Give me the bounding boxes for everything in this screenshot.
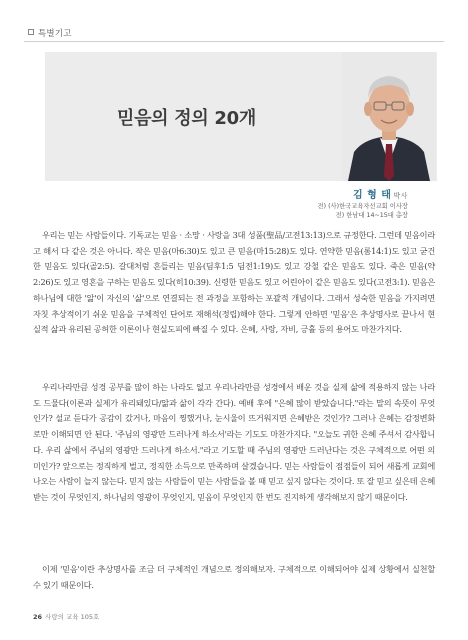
page-footer — [33, 612, 99, 621]
page-number: 26 — [33, 613, 43, 621]
paragraph-text: 이제 '믿음'이란 추상명사를 조금 더 구체적인 개념으로 정의해보자. 구체적으로 이해되어야 실제 상황에서 실천할 수 있기 때문이다. — [33, 564, 435, 590]
author-role-2: 전) 한남대 14~15대 총장 — [335, 211, 408, 219]
body-paragraph-2 — [33, 380, 435, 506]
section-header-label — [28, 27, 72, 39]
body-paragraph-1 — [33, 228, 435, 338]
author-name — [318, 186, 408, 201]
author-name-text: 김 형 태 — [353, 190, 392, 201]
body-paragraph-3 — [33, 562, 435, 593]
paragraph-text: 우리는 믿는 사람들이다. 기독교는 믿음 · 소망 · 사랑을 3대 성품(聖品/고전13:13)으로 규정한다. 그런데 믿음이라고 해서 다 같은 것은 아니다. 작은 믿음(마6:30)도 있고 큰 믿음(마15:28)도 있다. 연약한 믿음(롬14:1)도 있고 굳건한 믿음도 있다(골2:5). 갈대처럼 흔들리는 믿음(딤후1:5 딤전1:19)도 있고 강철 같은 믿음도 있다. 죽은 믿음(약2:26)도 있고 영혼을 구하는 믿음도 있다(히10:39). 신령한 믿음도 있고 어린아이 같은 믿음도 있다(고전3:1). 믿음은 하나님에 대한 '앎'이 자신의 '삶'으로 연결되는 전 과정을 포함하는 포괄적 개념이다. 그래서 성숙한 믿음을 가지려면 자칫 추상적이기 쉬운 믿음을 구체적인 단어로 재해석(정립)해야 한다. 그렇게 안하면 '믿음'은 추상명사로 끝나서 현실적 삶과 유리된 공허한 이론이나 현실도피에 빠질 수 있다. 은혜, 사랑, 자비, 긍휼 등의 용어도 마찬가지다. — [33, 230, 435, 335]
author-title: 박사 — [393, 192, 408, 200]
author-portrait — [342, 52, 436, 181]
header-divider — [24, 41, 444, 42]
author-info — [318, 186, 408, 220]
paragraph-text: 우리나라만큼 성경 공부를 많이 하는 나라도 없고 우리나라만큼 성경에서 배운 것을 실제 삶에 적용하지 않는 나라도 드물다(이론과 실제가 유리돼있다/앎과 삶이 각각 간다). 예배 후에 "은혜 많이 받았습니다."라는 말의 속뜻이 무엇인가? 설교 듣다가 공감이 갔거나, 마음이 찡했거나, 눈시울이 뜨거워지면 은혜받은 것인가? 그러나 은혜는 감정변화로만 이해되면 안 된다. '주님의 영광만 드러나게 하소서'라는 기도도 마찬가지다. "오늘도 귀한 은혜 주셔서 감사합니다. 우리 삶에서 주님의 영광만 드러나게 하소서."라고 기도할 때 주님의 영광만 드러난다는 것은 구체적으로 어떤 의미인가? 앞으로는 정직하게 벌고, 정직한 소득으로 만족하며 살겠습니다. 믿는 사람들이 점점들이 되어 새롭게 교회에 나오는 사람이 늘지 않는다. 믿지 않는 사람들이 믿는 사람들을 볼 때 믿고 싶지 않다는 것이다. 또 잘 믿고 싶은데 은혜받는 것이 무엇인지, 하나님의 영광이 무엇인지, 믿음이 무엇인지 한 번도 진지하게 생각해보지 않기 때문이다. — [33, 382, 435, 502]
publication-name: 사랑의 교육 105호 — [45, 613, 100, 621]
square-bullet-icon — [28, 29, 34, 35]
hero-banner — [45, 52, 437, 181]
author-role-1: 전) (사)한국교육자선교회 이사장 — [317, 203, 408, 210]
article-title: 믿음의 정의 20개 — [117, 108, 256, 129]
section-label-text: 특별기고 — [38, 29, 72, 39]
